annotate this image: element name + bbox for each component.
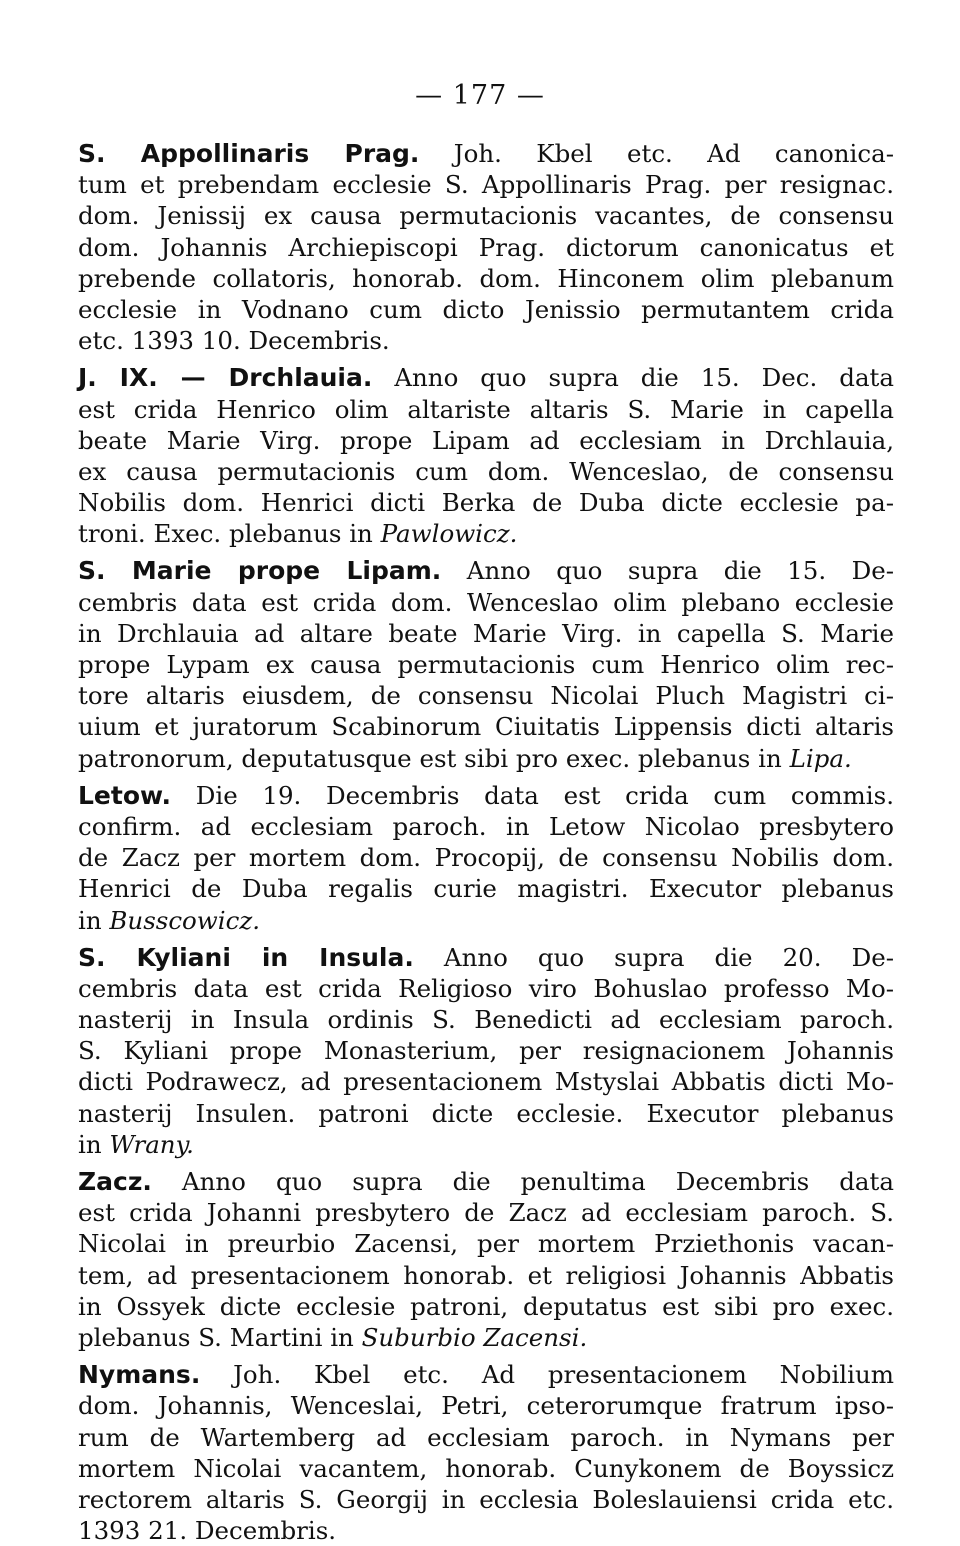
text-line [78,680,894,711]
entry [78,555,894,773]
text-line [78,1260,894,1291]
text-line [78,394,894,425]
line-text: tem, ad presentacionem honorab. et religiosi Johannis Abbatis [78,1260,894,1290]
text-line [78,1228,894,1259]
text-line [78,905,894,936]
line-text: Anno quo supra die 15. De- [441,556,895,586]
line-text: mortem Nicolai vacantem, honorab. Cunykonem de Boyssicz [78,1453,894,1483]
line-text: plebanus S. Martini in [78,1322,362,1352]
line-text: tum et prebendam ecclesie S. Appollinaris Prag. per resignac. [78,170,894,200]
italic-place-name: Lipa. [789,743,852,773]
text-line [78,1453,894,1484]
italic-place-name: Busscowicz. [109,905,261,935]
line-text: Joh. Kbel etc. Ad canonica- [419,139,894,168]
entry-heading: Drchlauia. [228,363,373,393]
text-line [78,169,894,200]
line-text: Henrici de Duba regalis curie magistri. Executor plebanus [78,874,894,904]
text-line [78,711,894,742]
line-text: confirm. ad ecclesiam paroch. in Letow Nicolao presbytero [78,811,894,841]
text-line [78,842,894,873]
text-line [78,780,894,811]
line-text: Joh. Kbel etc. Ad presentacionem Nobilium [200,1360,894,1390]
text-line [78,1515,894,1546]
text-line [78,1197,894,1228]
text-line [78,811,894,842]
line-text: in [78,905,110,935]
line-text: uium et juratorum Scabinorum Ciuitatis Lippensis dicti altaris [78,712,894,742]
text-line [78,649,894,680]
entry [78,138,894,356]
line-text: prebende collatoris, honorab. dom. Hinconem olim plebanum [78,263,894,293]
line-text: 1393 21. Decembris. [78,1516,337,1546]
text-line [78,200,894,231]
text-line [78,487,894,518]
line-text: cembris data est crida Religioso viro Bohuslao professo Mo- [78,973,894,1003]
page-number: — 177 — [415,80,545,111]
entry-heading: S. Kyliani in Insula. [78,942,414,972]
line-text: Anno quo supra die 20. De- [413,942,894,972]
line-text: dom. Johannis, Wenceslai, Petri, ceterorumque fratrum ipso- [78,1391,894,1421]
entry-heading: Zacz. [78,1167,152,1196]
text-line [78,232,894,263]
line-text: ecclesie in Vodnano cum dicto Jenissio permutantem crida [78,294,894,324]
text-line [78,1291,894,1322]
line-text: rum de Wartemberg ad ecclesiam paroch. in Nymans per [78,1422,894,1452]
entry-heading: Letow. [78,780,172,810]
italic-place-name: Wrany. [109,1129,194,1159]
text-line [78,618,894,649]
text-line [78,362,894,393]
text-line [78,1390,894,1421]
text-line [78,942,894,973]
line-text: prope Lypam ex causa permutacionis cum Henrico olim rec- [78,650,894,679]
text-line [78,973,894,1004]
line-text: dicti Podrawecz, ad presentacionem Mstyslai Abbatis dicti Mo- [78,1067,894,1097]
italic-place-name: Pawlowicz. [380,519,518,549]
line-text: troni. Exec. plebanus in [78,519,381,549]
document-body [78,138,894,1546]
line-text: nasterij Insulen. patroni dicte ecclesie. Executor plebanus [78,1098,894,1128]
text-line [78,294,894,325]
line-text: in Drchlauia ad altare beate Marie Virg. in capella S. Marie [78,618,894,648]
line-text: ex causa permutacionis cum dom. Wenceslao, de consensu [78,456,894,486]
text-line [78,1484,894,1515]
line-text: S. Kyliani prope Monasterium, per resignacionem Johannis [78,1036,894,1066]
text-line [78,1166,894,1197]
line-text: etc. 1393 10. Decembris. [78,326,390,356]
text-line [78,1066,894,1097]
text-line [78,263,894,294]
line-text: est crida Henrico olim altariste altaris S. Marie in capella [78,394,894,424]
text-line [78,743,894,774]
line-text: est crida Johanni presbytero de Zacz ad ecclesiam paroch. S. [78,1198,894,1228]
line-text: nasterij in Insula ordinis S. Benedicti ad ecclesiam paroch. [78,1005,894,1035]
text-line [78,1422,894,1453]
text-line [78,1359,894,1390]
text-line [78,1004,894,1035]
entry [78,780,894,936]
line-text: tore altaris eiusdem, de consensu Nicolai Pluch Magistri ci- [78,681,894,711]
text-line [78,587,894,618]
entry [78,942,894,1160]
line-text: rectorem altaris S. Georgij in ecclesia Boleslauiensi crida etc. [78,1484,894,1514]
entry [78,1166,894,1353]
text-line [78,1098,894,1129]
line-text: Nobilis dom. Henrici dicti Berka de Duba dicte ecclesie pa- [78,488,894,518]
entry-heading: J. IX. — [78,363,229,393]
line-text: cembris data est crida dom. Wenceslao olim plebano ecclesie [78,587,894,617]
entry-heading: Nymans. [78,1360,201,1390]
text-line [78,518,894,549]
text-line [78,1035,894,1066]
text-line [78,1322,894,1353]
line-text: Anno quo supra die 15. Dec. data [372,363,895,393]
entry [78,362,894,549]
line-text: de Zacz per mortem dom. Procopij, de consensu Nobilis dom. [78,843,894,873]
text-line [78,425,894,456]
text-line [78,456,894,487]
line-text: in Ossyek dicte ecclesie patroni, deputatus est sibi pro exec. [78,1291,894,1321]
line-text: Die 19. Decembris data est crida cum commis. [171,780,894,810]
italic-place-name: Suburbio Zacensi. [361,1322,588,1352]
entry [78,1359,894,1546]
line-text: dom. Johannis Archiepiscopi Prag. dictorum canonicatus et [78,232,894,262]
entry-heading: S. Marie prope Lipam. [78,556,442,586]
text-line [78,138,894,169]
text-line [78,325,894,356]
line-text: beate Marie Virg. prope Lipam ad ecclesiam in Drchlauia, [78,425,894,455]
line-text: Nicolai in preurbio Zacensi, per mortem Prziethonis vacan- [78,1229,894,1259]
line-text: in [78,1129,110,1159]
line-text: dom. Jenissij ex causa permutacionis vacantes, de consensu [78,201,894,231]
line-text: patronorum, deputatusque est sibi pro exec. plebanus in [78,743,790,773]
entry-heading: S. Appollinaris Prag. [78,139,420,168]
text-line [78,873,894,904]
line-text: Anno quo supra die penultima Decembris data [151,1167,894,1196]
text-line [78,555,894,586]
text-line [78,1129,894,1160]
